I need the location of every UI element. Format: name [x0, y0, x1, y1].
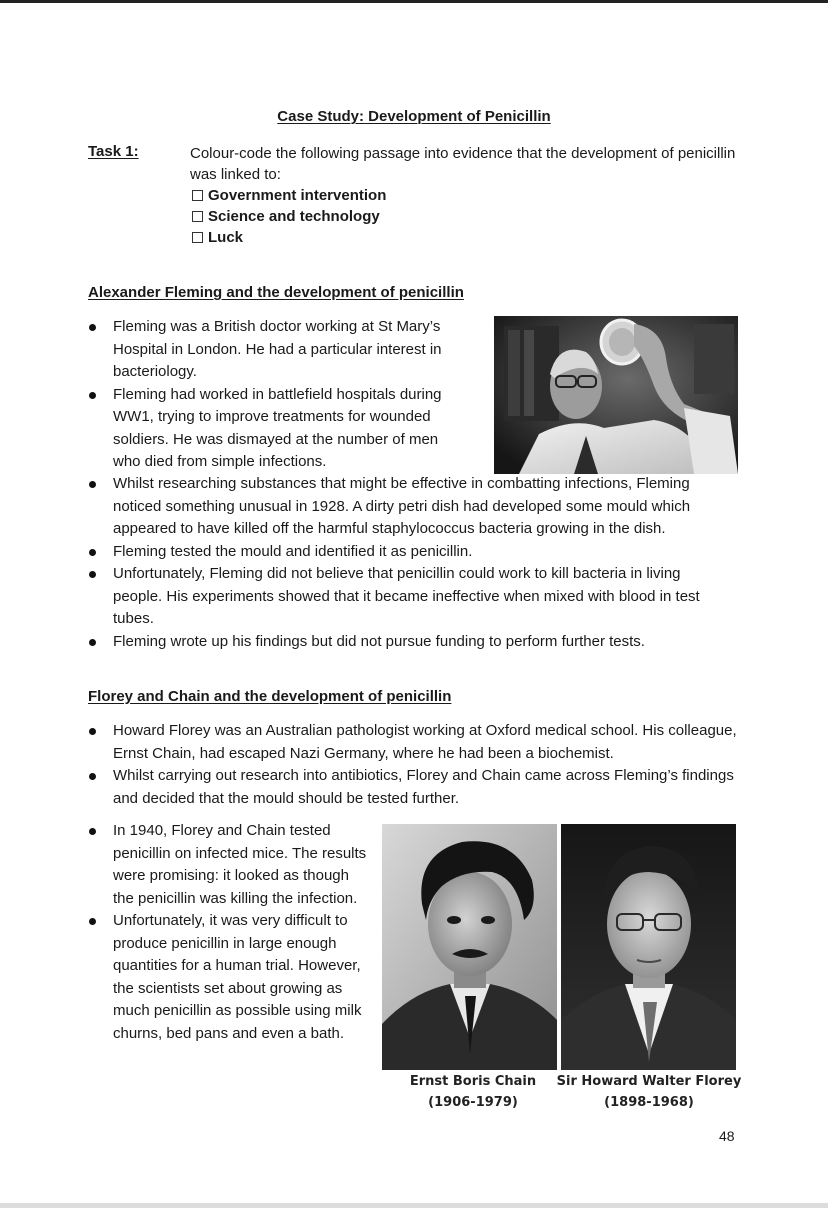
list-item: Fleming tested the mould and identified it as penicillin.: [88, 541, 733, 564]
florey-photo: [561, 824, 736, 1070]
option-government: Government intervention: [190, 185, 750, 206]
page-title: Case Study: Development of Penicillin: [277, 108, 551, 125]
list-item: Unfortunately, Fleming did not believe that penicillin could work to kill bacteria in living people. His experiments showed that it became ineffective when mixed with blood in test tubes.: [88, 563, 733, 631]
fleming-bullet-list-top: [88, 316, 468, 474]
florey-chain-bullet-list-top: [88, 720, 738, 810]
chain-name: Ernst Boris Chain: [409, 1074, 537, 1089]
florey-photo-image: [561, 824, 736, 1070]
list-item: Fleming was a British doctor working at St Mary’s Hospital in London. He had a particular interest in bacteriology.: [88, 316, 468, 384]
task-label: Task 1:: [88, 143, 139, 160]
fleming-photo: [494, 316, 738, 474]
list-item: Fleming had worked in battlefield hospitals during WW1, trying to improve treatments for wounded soldiers. He was dismayed at the number of men who died from simple infections.: [88, 384, 468, 474]
chain-caption: [382, 1071, 564, 1113]
list-item: In 1940, Florey and Chain tested penicillin on infected mice. The results were promising: it looked as though the penicillin was killing the infection.: [88, 820, 368, 910]
task-instruction-text: Colour-code the following passage into evidence that the development of penicillin was linked to:: [190, 145, 736, 183]
option-science: Science and technology: [190, 206, 750, 227]
florey-caption: [556, 1071, 742, 1113]
fleming-photo-image: [494, 316, 738, 474]
list-item: Whilst carrying out research into antibiotics, Florey and Chain came across Fleming’s findings and decided that the mould should be tested further.: [88, 765, 738, 810]
chain-dates: (1906-1979): [428, 1095, 518, 1110]
checkbox-icon: [192, 211, 203, 222]
florey-name: Sir Howard Walter Florey: [556, 1074, 742, 1089]
list-item: Unfortunately, it was very difficult to produce penicillin in large enough quantities for a human trial. However, the scientists set about growing as much penicillin as possible using milk churns, bed pans and even a bath.: [88, 910, 368, 1045]
florey-dates: (1898-1968): [604, 1095, 694, 1110]
task-instructions: [190, 143, 750, 248]
option-luck: Luck: [190, 227, 750, 248]
fleming-bullet-list: [88, 473, 733, 653]
checkbox-icon: [192, 190, 203, 201]
page-number: 48: [719, 1128, 735, 1144]
chain-photo: [382, 824, 557, 1070]
list-item: Howard Florey was an Australian pathologist working at Oxford medical school. His colleague, Ernst Chain, had escaped Nazi Germany, where he had been a biochemist.: [88, 720, 738, 765]
florey-chain-heading: Florey and Chain and the development of penicillin: [88, 688, 452, 705]
fleming-heading: Alexander Fleming and the development of penicillin: [88, 284, 464, 301]
list-item: Fleming wrote up his findings but did not pursue funding to perform further tests.: [88, 631, 733, 654]
checkbox-icon: [192, 232, 203, 243]
florey-chain-bullet-list: [88, 820, 368, 1045]
bottom-border: [0, 1203, 828, 1208]
chain-photo-image: [382, 824, 557, 1070]
list-item: Whilst researching substances that might be effective in combatting infections, Fleming noticed something unusual in 1928. A dirty petri dish had developed some mould which appeared to have killed off the harmful staphylococcus bacteria growing in the dish.: [88, 473, 733, 541]
top-border: [0, 0, 828, 3]
